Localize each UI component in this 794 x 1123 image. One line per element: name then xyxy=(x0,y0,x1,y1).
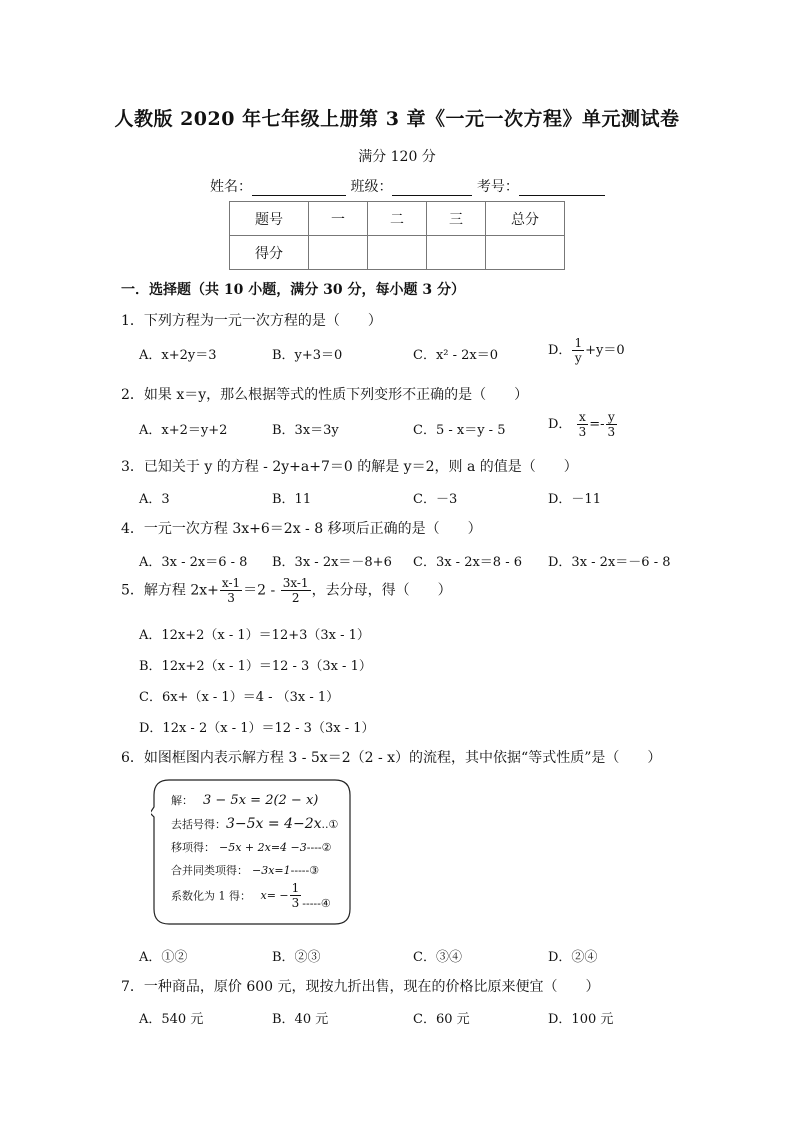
name-label: 姓名： xyxy=(210,179,252,195)
option-a: A．3x - 2x＝6 - 8 xyxy=(139,555,248,570)
question-7: 7．一种商品，原价 600 元，现按九折出售，现在的价格比原来便宜（ ） xyxy=(121,979,600,995)
fraction-denominator: 3 xyxy=(227,591,235,605)
option-d: D．②④ xyxy=(548,950,598,965)
option-a: A．3 xyxy=(139,492,170,507)
option-b: B．12x+2（x - 1）＝12 - 3（3x - 1） xyxy=(139,659,372,674)
fraction-denominator: 3 xyxy=(578,425,587,439)
fraction xyxy=(572,336,584,365)
question-1: 1．下列方程为一元一次方程的是（ ） xyxy=(121,313,382,329)
score-cell: 三 xyxy=(427,202,486,236)
option-c: C．③④ xyxy=(413,950,462,965)
flow-line-4 xyxy=(171,862,319,878)
score-table-header-row xyxy=(230,202,565,236)
score-cell: 得分 xyxy=(230,236,309,270)
question-6: 6．如图框图内表示解方程 3 - 5x＝2（2 - x）的流程，其中依据“等式性质”是（ ） xyxy=(121,750,662,766)
flow-line-2-label: 去括号得： xyxy=(171,818,226,831)
score-cell xyxy=(368,236,427,270)
option-d-label: D． xyxy=(548,343,572,358)
score-table xyxy=(229,201,565,270)
question-5-text-c: ，去分母，得（ ） xyxy=(311,582,452,599)
option-d: D．100 元 xyxy=(548,1012,614,1027)
option-d: D．－11 xyxy=(548,492,601,507)
flow-line-5-marker: -----④ xyxy=(302,897,331,910)
flow-line-3-label: 移项得： xyxy=(171,841,215,854)
class-label: 班级： xyxy=(350,179,393,195)
page-title: 人教版 2020 年七年级上册第 3 章《一元一次方程》单元测试卷 xyxy=(114,108,680,130)
question-5 xyxy=(121,576,452,605)
option-a: A．x+2y＝3 xyxy=(139,348,217,363)
option-a: A．540 元 xyxy=(139,1012,204,1027)
option-b: B．3x - 2x＝－8+6 xyxy=(272,555,392,570)
fraction-denominator: 3 xyxy=(607,425,616,439)
flow-line-3 xyxy=(171,839,332,855)
solution-flow-diagram xyxy=(151,777,353,927)
fraction-numerator: y xyxy=(606,410,618,425)
fraction-numerator: x xyxy=(577,410,589,425)
option-c: C．－3 xyxy=(413,492,458,507)
fraction xyxy=(220,576,242,605)
option-a: A．x+2＝y+2 xyxy=(139,423,228,438)
score-cell: 题号 xyxy=(230,202,309,236)
question-5-text-b: ＝2 - xyxy=(243,582,280,599)
fraction xyxy=(577,410,589,439)
score-cell xyxy=(427,236,486,270)
exam-number-label: 考号： xyxy=(476,179,519,195)
fraction xyxy=(290,881,302,910)
question-4: 4．一元一次方程 3x+6＝2x - 8 移项后正确的是（ ） xyxy=(121,521,482,537)
score-cell xyxy=(309,236,368,270)
flow-line-4-math: −3x=1 xyxy=(252,864,291,877)
option-d xyxy=(548,336,625,365)
option-c: C．3x - 2x＝8 - 6 xyxy=(413,555,523,570)
fraction-numerator: 1 xyxy=(574,336,583,350)
option-d: D．3x - 2x＝－6 - 8 xyxy=(548,555,671,570)
option-b: B．40 元 xyxy=(272,1012,329,1027)
option-c: C．x² - 2x＝0 xyxy=(413,348,499,363)
option-b: B．11 xyxy=(272,492,312,507)
score-cell: 总分 xyxy=(486,202,565,236)
question-5-text-a: 5．解方程 2x+ xyxy=(121,582,219,599)
flow-line-4-marker: -----③ xyxy=(290,864,320,877)
fraction-denominator: y xyxy=(574,351,582,365)
score-cell: 二 xyxy=(368,202,427,236)
exam-number-blank xyxy=(519,181,605,196)
fraction xyxy=(606,410,618,439)
flow-line-1-math: 3 − 5x = 2(2 − x) xyxy=(203,793,319,808)
option-b: B．y+3＝0 xyxy=(272,348,343,363)
flow-line-2-math: 3−5x = 4−2x xyxy=(226,816,322,832)
score-cell xyxy=(486,236,565,270)
fraction-denominator: 3 xyxy=(291,896,300,910)
option-d-tail: +y＝0 xyxy=(585,343,625,358)
flow-line-5 xyxy=(171,881,331,910)
fraction-denominator: 2 xyxy=(291,591,300,605)
flow-line-1 xyxy=(171,792,318,808)
option-d xyxy=(548,410,618,439)
option-d: D．12x - 2（x - 1）＝12 - 3（3x - 1） xyxy=(139,721,375,736)
option-c: C．60 元 xyxy=(413,1012,470,1027)
class-blank xyxy=(392,181,472,196)
flow-line-4-label: 合并同类项得： xyxy=(171,864,248,877)
name-blank xyxy=(252,181,346,196)
student-info-line xyxy=(210,176,605,196)
question-2: 2．如果 x＝y，那么根据等式的性质下列变形不正确的是（ ） xyxy=(121,387,529,403)
option-b: B．②③ xyxy=(272,950,321,965)
flow-line-1-label: 解： xyxy=(171,794,193,807)
fraction-numerator: x-1 xyxy=(221,576,241,590)
equals-minus: =- xyxy=(589,417,605,432)
fraction-numerator: 3x-1 xyxy=(282,576,309,590)
flow-line-3-math: −5x + 2x=4 −3 xyxy=(219,841,307,854)
score-table-score-row xyxy=(230,236,565,270)
page-subtitle: 满分 120 分 xyxy=(358,149,436,165)
flow-line-5-label: 系数化为 1 得： xyxy=(171,889,251,903)
fraction-numerator: 1 xyxy=(291,881,300,895)
flow-line-2 xyxy=(171,816,338,832)
option-c: C．5 - x＝y - 5 xyxy=(413,423,506,438)
flow-line-2-marker: ..① xyxy=(321,818,339,831)
flow-line-3-marker: ----② xyxy=(306,841,332,854)
fraction xyxy=(281,576,311,605)
option-a: A．12x+2（x - 1）＝12+3（3x - 1） xyxy=(139,628,370,643)
section-heading: 一．选择题（共 10 小题，满分 30 分，每小题 3 分） xyxy=(121,282,465,298)
flow-line-5-lhs: x= − xyxy=(260,889,289,902)
score-cell: 一 xyxy=(309,202,368,236)
option-a: A．①② xyxy=(139,950,188,965)
option-c: C．6x+（x - 1）＝4 - （3x - 1） xyxy=(139,690,340,705)
question-3: 3．已知关于 y 的方程 - 2y+a+7＝0 的解是 y＝2，则 a 的值是（ ） xyxy=(121,459,578,475)
option-b: B．3x＝3y xyxy=(272,423,339,438)
option-d-label: D． xyxy=(548,417,572,432)
